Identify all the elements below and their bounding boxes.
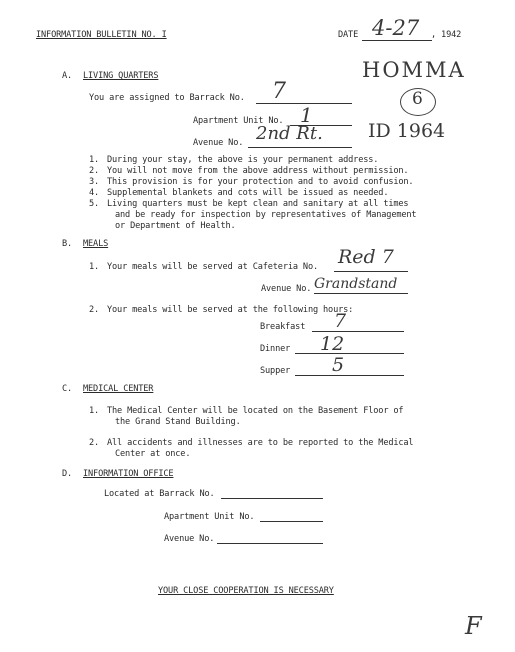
dinner-value: 12 [320,333,345,355]
handwritten-id: ID 1964 [368,120,446,142]
dinner-label: Dinner [260,344,291,354]
bulletin-title: INFORMATION BULLETIN NO. I [36,30,167,40]
supper-label: Supper [260,366,291,376]
rule-text: You will not move from the above address without permission. [107,166,409,176]
rule-text: This provision is for your protection and to avoid confusion. [107,177,414,187]
office-apartment-label: Apartment Unit No. [164,512,255,522]
section-c-letter: C. [62,384,73,394]
rule-text: and be ready for inspection by representatives of Management [115,210,417,220]
date-field-line [362,40,432,41]
office-barrack-line [221,498,323,499]
corner-letter: F [465,612,482,640]
apartment-label: Apartment Unit No. [193,116,284,126]
medical-item-text: the Grand Stand Building. [115,417,241,427]
meal-item-number: 1. [89,262,100,272]
cafeteria-line [334,271,408,272]
handwritten-name: HOMMA [362,58,466,82]
rule-text: or Department of Health. [115,221,236,231]
section-d-heading: INFORMATION OFFICE [83,469,174,479]
avenue-label: Avenue No. [193,138,244,148]
meal-hours-label: Your meals will be served at the following hours: [107,305,354,315]
medical-item-number: 2. [89,438,100,448]
office-avenue-label: Avenue No. [164,534,215,544]
office-barrack-label: Located at Barrack No. [104,489,215,499]
meal-avenue-value: Grandstand [314,276,398,292]
circled-number: 6 [412,89,423,109]
medical-item-text: The Medical Center will be located on the Basement Floor of [107,406,404,416]
barrack-label: You are assigned to Barrack No. [89,93,245,103]
meal-avenue-line [314,293,408,294]
breakfast-label: Breakfast [260,322,306,332]
date-label: DATE [338,30,359,40]
apartment-value: 1 [300,103,313,127]
year-text: , 1942 [431,30,462,40]
rule-text: Living quarters must be kept clean and sanitary at all times [107,199,409,209]
breakfast-value: 7 [334,310,347,332]
cafeteria-label: Your meals will be served at Cafeteria No. [107,262,319,272]
section-d-letter: D. [62,469,73,479]
barrack-value: 7 [272,79,286,104]
rule-number: 3. [89,177,100,187]
section-b-heading: MEALS [83,239,109,249]
rule-text: Supplemental blankets and cots will be issued as needed. [107,188,389,198]
rule-text: During your stay, the above is your permanent address. [107,155,379,165]
medical-item-text: All accidents and illnesses are to be reported to the Medical [107,438,414,448]
cooperation-notice: YOUR CLOSE COOPERATION IS NECESSARY [158,586,334,596]
meal-item-number: 2. [89,305,100,315]
office-avenue-line [217,543,323,544]
supper-value: 5 [332,354,345,376]
rule-number: 1. [89,155,100,165]
supper-line [295,375,404,376]
date-handwritten: 4-27 [372,16,420,40]
avenue-value: 2nd Rt. [256,123,323,144]
medical-item-text: Center at once. [115,449,191,459]
avenue-line [248,147,352,148]
section-b-letter: B. [62,239,73,249]
medical-item-number: 1. [89,406,100,416]
cafeteria-value: Red 7 [338,246,394,268]
dinner-line [295,353,404,354]
section-a-letter: A. [62,71,73,81]
office-apartment-line [260,521,323,522]
section-a-heading: LIVING QUARTERS [83,71,159,81]
rule-number: 5. [89,199,100,209]
rule-number: 2. [89,166,100,176]
meal-avenue-label: Avenue No. [261,284,312,294]
section-c-heading: MEDICAL CENTER [83,384,154,394]
breakfast-line [312,331,404,332]
rule-number: 4. [89,188,100,198]
